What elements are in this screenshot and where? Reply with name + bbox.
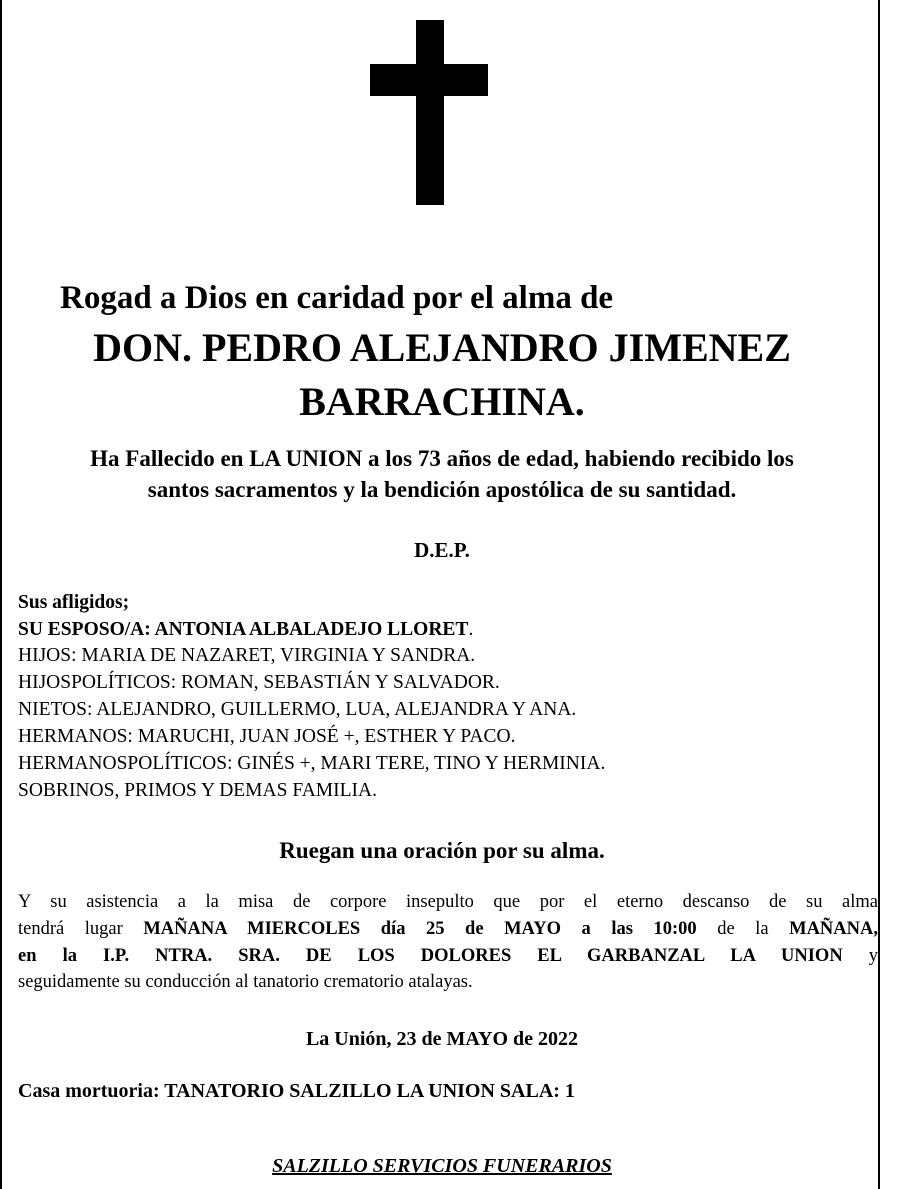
funeral-house: Casa mortuoria: TANATORIO SALZILLO LA UNION SALA: 1 <box>18 1080 575 1102</box>
mass-line2-c: de la <box>696 919 790 939</box>
death-notice-line2: santos sacramentos y la bendición apostólica de su santidad. <box>147 477 737 502</box>
prayer-request: Ruegan una oración por su alma. <box>279 838 605 863</box>
funeral-home-name: SALZILLO SERVICIOS FUNERARIOS <box>272 1155 612 1177</box>
family-others: SOBRINOS, PRIMOS Y DEMAS FAMILIA. <box>18 780 377 801</box>
deceased-name-line1: DON. PEDRO ALEJANDRO JIMENEZ <box>93 325 791 370</box>
family-children-in-law: HIJOSPOLÍTICOS: ROMAN, SEBASTIÁN Y SALVADOR. <box>18 672 500 693</box>
mass-line3-b: y <box>842 946 878 966</box>
deceased-name-line2: BARRACHINA. <box>299 379 585 424</box>
mass-line2 <box>18 919 878 940</box>
mass-datetime: MAÑANA MIERCOLES día 25 de MAYO a las 10:00 <box>143 919 697 939</box>
family-siblings-in-law: HERMANOSPOLÍTICOS: GINÉS +, MARI TERE, TINO Y HERMINIA. <box>18 753 606 774</box>
notice-date: La Unión, 23 de MAYO de 2022 <box>305 1028 579 1050</box>
mass-line2-a: tendrá lugar <box>18 919 144 939</box>
family-grandchildren: NIETOS: ALEJANDRO, GUILLERMO, LUA, ALEJANDRA Y ANA. <box>18 699 577 720</box>
mass-location: en la I.P. NTRA. SRA. DE LOS DOLORES EL GARBANZAL LA UNION <box>18 946 843 966</box>
death-notice-line1: Ha Fallecido en LA UNION a los 73 años de edad, habiendo recibido los <box>90 446 794 471</box>
family-spouse <box>18 619 473 641</box>
mass-line1: Y su asistencia a la misa de corpore insepulto que por el eterno descanso de su alma <box>18 892 878 912</box>
dep-text: D.E.P. <box>414 538 470 562</box>
intro-text: Rogad a Dios en caridad por el alma de <box>60 280 614 316</box>
mass-line4: seguidamente su conducción al tanatorio crematorio atalayas. <box>18 972 473 992</box>
family-intro: Sus afligidos; <box>18 592 130 613</box>
family-siblings: HERMANOS: MARUCHI, JUAN JOSÉ +, ESTHER Y PACO. <box>18 726 516 747</box>
mass-line2-d: MAÑANA, <box>789 919 878 939</box>
family-children: HIJOS: MARIA DE NAZARET, VIRGINIA Y SANDRA. <box>18 645 476 666</box>
cross-icon <box>370 20 488 205</box>
spouse-end: . <box>468 619 474 640</box>
spouse-name: SU ESPOSO/A: ANTONIA ALBALADEJO LLORET <box>18 619 469 640</box>
mass-line3 <box>18 946 878 967</box>
